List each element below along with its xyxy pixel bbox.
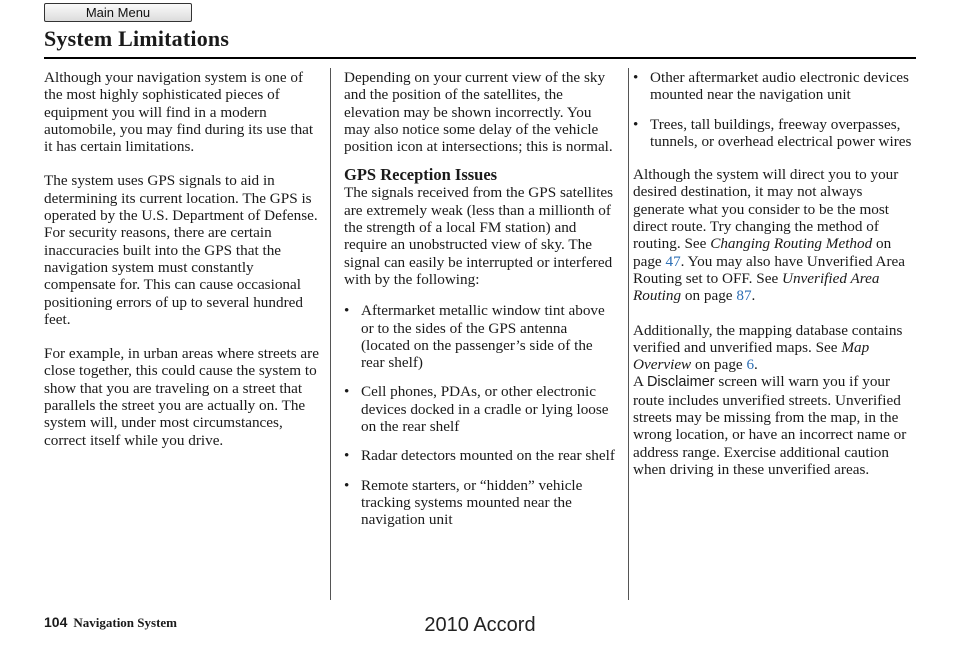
column-1 <box>44 69 320 466</box>
column-3 <box>633 69 917 495</box>
intro-paragraph: Although your navigation system is one of the most highly sophisticated pieces of equipment you will find in a modern automobile, you may find during its use that it has certain limitations. <box>44 69 314 156</box>
section-heading-gps-reception: GPS Reception Issues <box>344 165 498 185</box>
page-link-47[interactable]: 47 <box>665 252 681 270</box>
list-item: • Radar detectors mounted on the rear shelf <box>344 447 618 464</box>
xref-unverified-area-routing: Unverified Area Routing <box>633 269 880 305</box>
signal-paragraph: The signals received from the GPS satellites are extremely weak (less than a millionth of the strength of a local FM station) and require an unobstructed view of sky. The signal can easily be interrupted or interfered with by the following: <box>344 184 614 288</box>
watermark: 2010 Accord <box>424 614 536 636</box>
routing-paragraph: Although the system will direct you to your desired destination, it may not always generate what you consider to be the most direct route. Try changing the method of routing. See Changing Routing Method on page 47. You may also have Unverified Area Routing set to OFF. See Unverified Area Routing on page 87. <box>633 166 906 305</box>
main-menu-button[interactable]: Main Menu <box>44 3 192 22</box>
interference-list <box>344 302 618 528</box>
mapping-database-paragraph: Additionally, the mapping database contains verified and unverified maps. See Map Overview on page 6. A Disclaimer screen will warn you if your route includes unverified streets. Unverified streets may be missing from the map, in the wrong location, or have an incorrect name or address range. Exercise additional caution when driving in these unverified areas. <box>633 321 907 478</box>
page-link-87[interactable]: 87 <box>736 287 752 305</box>
disclaimer-screen-name: Disclaimer <box>646 374 715 391</box>
urban-example-paragraph: For example, in urban areas where streets are close together, this could cause the system to show that you are traveling on a street that parallels the street you are actually on. The system will, under most circumstances, correct itself while you drive. <box>44 345 319 449</box>
gps-paragraph: The system uses GPS signals to aid in determining its current location. The GPS is operated by the U.S. Department of Defense. For security reasons, there are certain inaccuracies built into the GPS that the navigation system must constantly compensate for. This can cause occasional positioning errors of up to several hundred feet. <box>44 172 318 328</box>
title-divider <box>44 57 916 59</box>
list-item: • Trees, tall buildings, freeway overpasses, tunnels, or overhead electrical power wires <box>633 116 917 151</box>
page-link-6[interactable]: 6 <box>746 356 755 374</box>
column-divider-1 <box>330 68 331 600</box>
page-number: 104 <box>44 614 68 630</box>
elevation-paragraph: Depending on your current view of the sky and the position of the satellites, the elevation may be shown incorrectly. You may also notice some delay of the vehicle position icon at intersections; this is normal. <box>344 69 613 156</box>
list-item: • Cell phones, PDAs, or other electronic devices docked in a cradle or lying loose on the rear shelf <box>344 383 618 435</box>
xref-map-overview: Map Overview <box>633 338 870 374</box>
column-2 <box>344 69 618 541</box>
list-item: • Other aftermarket audio electronic devices mounted near the navigation unit <box>633 69 917 104</box>
list-item: • Remote starters, or “hidden” vehicle tracking systems mounted near the navigation unit <box>344 477 618 529</box>
interference-list-continued <box>633 69 917 150</box>
xref-changing-routing-method: Changing Routing Method <box>710 235 873 253</box>
list-item: • Aftermarket metallic window tint above or to the sides of the GPS antenna (located on the passenger’s side of the rear shelf) <box>344 302 618 371</box>
page-title: System Limitations <box>44 26 230 51</box>
footer-section-title: Navigation System <box>73 615 177 630</box>
column-divider-2 <box>628 68 629 600</box>
